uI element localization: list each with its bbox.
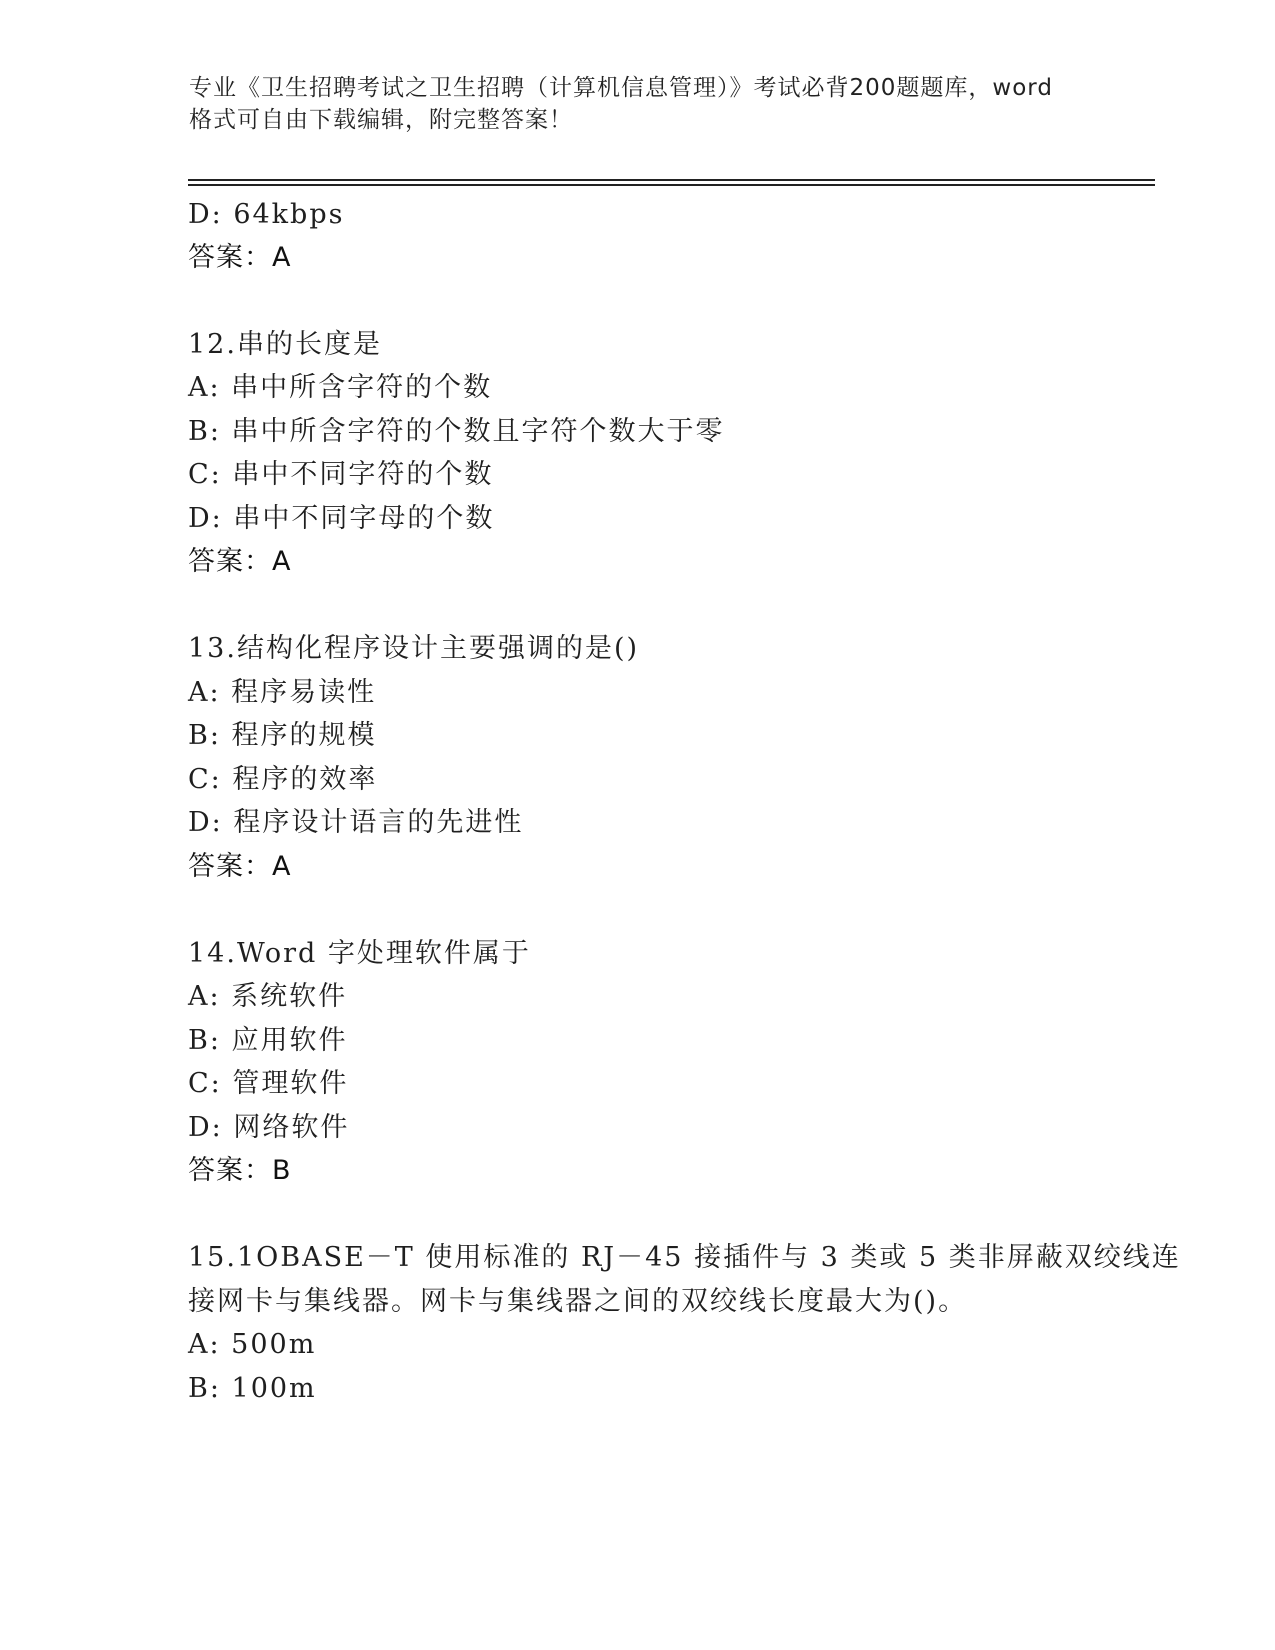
q12-stem: 12.串的长度是	[188, 329, 382, 360]
q15-option-b: B: 100m	[188, 1373, 317, 1404]
q12-option-d: D: 串中不同字母的个数	[188, 503, 495, 534]
q14-option-d: D: 网络软件	[188, 1112, 350, 1143]
header-line-2: 格式可自由下载编辑，附完整答案！	[189, 107, 573, 133]
q13-option-d: D: 程序设计语言的先进性	[188, 807, 524, 838]
q13-answer: 答案：A	[188, 851, 292, 882]
q12-answer: 答案：A	[188, 546, 292, 577]
q14-option-a: A: 系统软件	[188, 981, 348, 1012]
q13-option-c: C: 程序的效率	[188, 764, 378, 795]
header-rule-bottom	[188, 184, 1155, 186]
q14-answer: 答案：B	[188, 1155, 292, 1186]
prev-answer: 答案：A	[188, 242, 292, 273]
q13-stem: 13.结构化程序设计主要强调的是()	[188, 633, 640, 664]
q13-option-a: A: 程序易读性	[188, 677, 377, 708]
document-header	[189, 72, 1109, 136]
q12-option-c: C: 串中不同字符的个数	[188, 459, 494, 490]
q12-option-a: A: 串中所含字符的个数	[188, 372, 493, 403]
q13-option-b: B: 程序的规模	[188, 720, 377, 751]
header-rule-top	[188, 179, 1155, 181]
q15-option-a: A: 500m	[188, 1329, 317, 1360]
q14-option-b: B: 应用软件	[188, 1025, 348, 1056]
q15-stem-line-2: 接网卡与集线器。网卡与集线器之间的双绞线长度最大为()。	[188, 1286, 968, 1317]
q14-stem: 14.Word 字处理软件属于	[188, 938, 531, 969]
header-line-1: 专业《卫生招聘考试之卫生招聘（计算机信息管理）》考试必背200题题库，word	[189, 75, 1053, 101]
q12-option-b: B: 串中所含字符的个数且字符个数大于零	[188, 416, 725, 447]
q14-option-c: C: 管理软件	[188, 1068, 349, 1099]
prev-option-d: D: 64kbps	[188, 199, 345, 230]
q15-stem-line-1: 15.1OBASE－T 使用标准的 RJ－45 接插件与 3 类或 5 类非屏蔽双绞线连	[188, 1242, 1181, 1273]
